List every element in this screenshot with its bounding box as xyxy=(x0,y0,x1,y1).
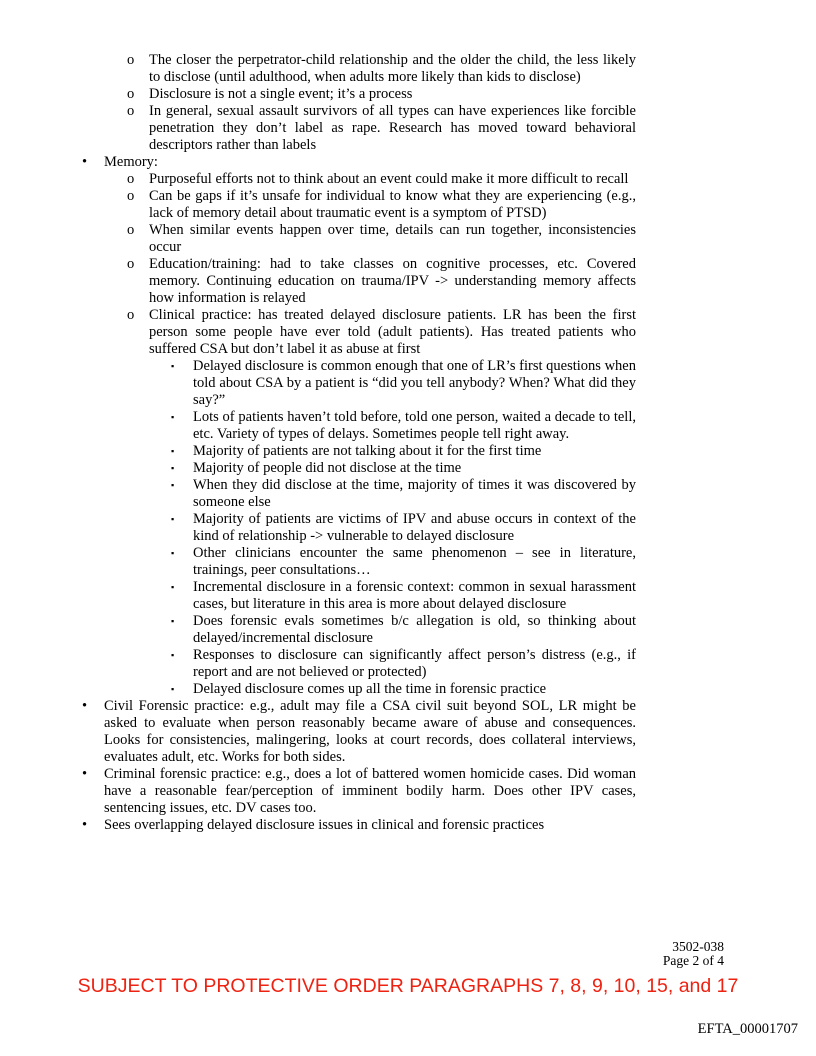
list-item: • Civil Forensic practice: e.g., adult may file a CSA civil suit beyond SOL, LR might be asked to evaluate when person reasonably became aware of abuse and consequences. Looks for consistencies, malingering, looks at court records, does collateral interviews, evaluates adult, etc. Works for both sides. xyxy=(82,698,636,765)
hollow-bullet-icon: o xyxy=(127,86,135,102)
list-item: o When similar events happen over time, details can run together, inconsistencies occur xyxy=(127,222,636,255)
list-item: o Can be gaps if it’s unsafe for individual to know what they are experiencing (e.g., lack of memory detail about traumatic event is a symptom of PTSD) xyxy=(127,188,636,221)
list-item: ▪ Majority of people did not disclose at the time xyxy=(171,460,462,476)
square-bullet-icon: ▪ xyxy=(171,548,175,558)
list-item: • Memory: xyxy=(82,154,158,170)
list-item: ▪ Delayed disclosure is common enough that one of LR’s first questions when told about CSA by a patient is “did you tell anybody? When? What did they say?” xyxy=(171,358,636,408)
hollow-bullet-icon: o xyxy=(127,256,135,272)
list-item: ▪ Lots of patients haven’t told before, told one person, waited a decade to tell, etc. Variety of types of delays. Sometimes people tell right away. xyxy=(171,409,636,442)
bullet-icon: • xyxy=(82,698,88,714)
bates-number: EFTA_00001707 xyxy=(697,1021,798,1037)
list-item: ▪ Does forensic evals sometimes b/c allegation is old, so thinking about delayed/incremental disclosure xyxy=(171,613,636,646)
square-bullet-icon: ▪ xyxy=(171,684,175,694)
square-bullet-icon: ▪ xyxy=(171,582,175,592)
list-item: ▪ Incremental disclosure in a forensic context: common in sexual harassment cases, but literature in this area is more about delayed disclosure xyxy=(171,579,636,612)
list-item: o In general, sexual assault survivors of all types can have experiences like forcible penetration they don’t label as rape. Research has moved toward behavioral descriptors rather than labels xyxy=(127,103,636,153)
list-item: ▪ Other clinicians encounter the same phenomenon – see in literature, trainings, peer consultations… xyxy=(171,545,636,578)
list-item: ▪ Majority of patients are not talking about it for the first time xyxy=(171,443,542,459)
square-bullet-icon: ▪ xyxy=(171,412,175,422)
list-item: • Sees overlapping delayed disclosure issues in clinical and forensic practices xyxy=(82,817,545,833)
list-item: o Purposeful efforts not to think about an event could make it more difficult to recall xyxy=(127,171,629,187)
document-code: 3502-038 xyxy=(672,939,724,954)
square-bullet-icon: ▪ xyxy=(171,514,175,524)
hollow-bullet-icon: o xyxy=(127,103,135,119)
list-item: ▪ Responses to disclosure can significantly affect person’s distress (e.g., if report and are not believed or protected) xyxy=(171,647,636,680)
bullet-icon: • xyxy=(82,154,88,170)
square-bullet-icon: ▪ xyxy=(171,480,175,490)
list-item: o Disclosure is not a single event; it’s a process xyxy=(127,86,413,102)
square-bullet-icon: ▪ xyxy=(171,446,175,456)
protective-order-banner: SUBJECT TO PROTECTIVE ORDER PARAGRAPHS 7, 8, 9, 10, 15, and 17 xyxy=(77,975,739,997)
list-item: o Clinical practice: has treated delayed disclosure patients. LR has been the first person some people have ever told (adult patients). Has treated patients who suffered CSA but don’t label it as abuse at first ▪ Delayed disclosure is common enough that one of LR’s first questions when told about CSA by a patient is “did you tell anybody? When? What did they say?” ▪ Lots of patients haven’t told before, told one person, waited a decade to tell, etc. Variety of types of delays. Sometimes people tell right away. ▪ Majority of patients are not talking about it for the first time ▪ Majority of people did not disclose at the time ▪ When they did disclose at the time, majority of times it was discovered by someone else ▪ Majority of patients are victims of IPV and abuse occurs in context of the kind of relationship -> vulnerable to delayed disclosure ▪ Other clinicians encounter the same phenomenon – see in literature, trainings, peer consultations… ▪ Incremental disclosure in a forensic context: common in sexual harassment cases, but literature in this area is more about delayed disclosure ▪ Does forensic evals sometimes b/c allegation is old, so thinking about delayed/incremental disclosure ▪ Responses to disclosure can significantly affect person’s distress (e.g., if report and are not believed or protected) ▪ Delayed disclosure comes up all the time in forensic practice xyxy=(127,307,636,697)
hollow-bullet-icon: o xyxy=(127,307,135,323)
page-number: Page 2 of 4 xyxy=(662,953,724,968)
square-bullet-icon: ▪ xyxy=(171,616,175,626)
square-bullet-icon: ▪ xyxy=(171,463,175,473)
clinical-sub-list xyxy=(149,358,636,698)
list-item: o The closer the perpetrator-child relationship and the older the child, the less likely to disclose (until adulthood, when adults more likely than kids to disclose) xyxy=(127,52,636,85)
document-code-block xyxy=(663,940,724,968)
hollow-bullet-icon: o xyxy=(127,188,135,204)
bullet-icon: • xyxy=(82,817,88,833)
hollow-bullet-icon: o xyxy=(127,171,135,187)
list-item: ▪ Majority of patients are victims of IPV and abuse occurs in context of the kind of relationship -> vulnerable to delayed disclosure xyxy=(171,511,636,544)
list-item: ▪ Delayed disclosure comes up all the time in forensic practice xyxy=(171,681,547,697)
bullet-icon: • xyxy=(82,766,88,782)
list-item: ▪ When they did disclose at the time, majority of times it was discovered by someone else xyxy=(171,477,636,510)
hollow-bullet-icon: o xyxy=(127,222,135,238)
notes-list xyxy=(82,52,636,834)
list-item: • Criminal forensic practice: e.g., does a lot of battered women homicide cases. Did woman have a reasonable fear/perception of imminent bodily harm. Does other IPV cases, sentencing issues, etc. DV cases too. xyxy=(82,766,636,816)
list-item: o Education/training: had to take classes on cognitive processes, etc. Covered memory. Continuing education on trauma/IPV -> understanding memory affects how information is relayed xyxy=(127,256,636,306)
square-bullet-icon: ▪ xyxy=(171,650,175,660)
square-bullet-icon: ▪ xyxy=(171,361,175,371)
hollow-bullet-icon: o xyxy=(127,52,135,68)
